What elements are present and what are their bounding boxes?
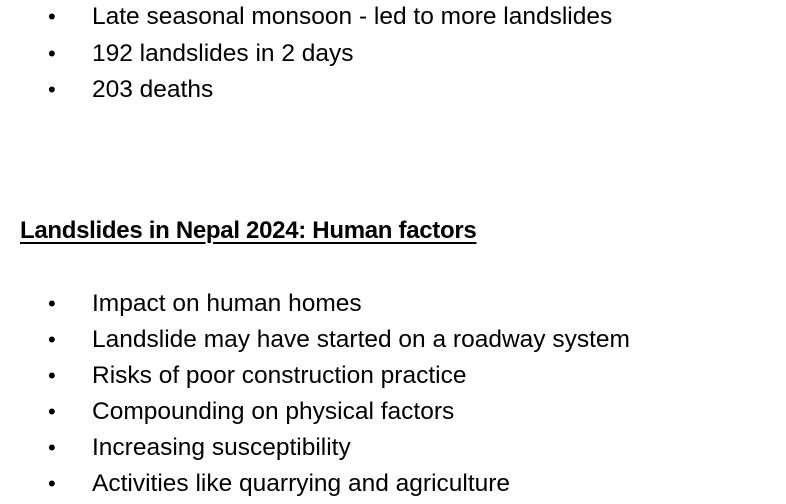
list-item-text: Late seasonal monsoon - led to more landslides (92, 3, 613, 30)
list-item-text: Risks of poor construction practice (92, 362, 467, 389)
bullet-icon: • (48, 399, 56, 424)
bullet-icon: • (48, 4, 56, 29)
list-item-text: 192 landslides in 2 days (92, 40, 354, 67)
bullet-icon: • (48, 327, 56, 352)
bullet-icon: • (48, 435, 56, 460)
list-item-text: Compounding on physical factors (92, 398, 455, 425)
list-item-text: Impact on human homes (92, 290, 362, 317)
list-item-text: Increasing susceptibility (92, 434, 351, 461)
bullet-icon: • (48, 471, 56, 496)
bullet-icon: • (48, 41, 56, 66)
bullet-icon: • (48, 291, 56, 316)
bullet-icon: • (48, 363, 56, 388)
list-item-text: Landslide may have started on a roadway system (92, 326, 630, 353)
bullet-icon: • (48, 77, 56, 102)
list-item-text: Activities like quarrying and agriculture (92, 470, 511, 497)
section-heading: Landslides in Nepal 2024: Human factors (20, 217, 477, 244)
list-item-text: 203 deaths (92, 76, 214, 103)
